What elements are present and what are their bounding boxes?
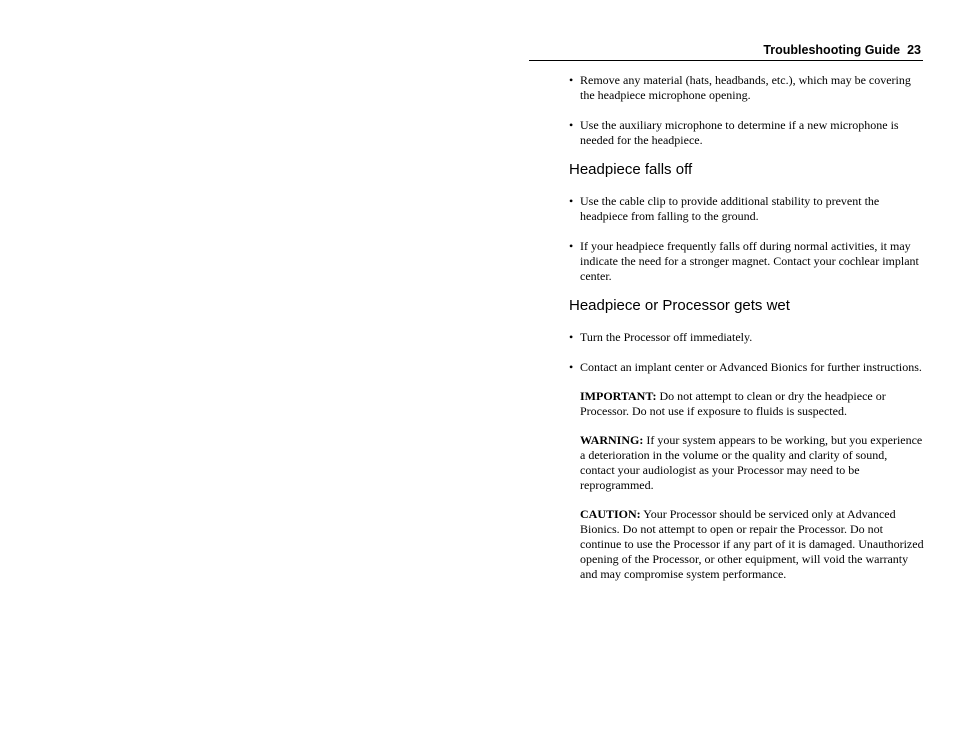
bullet-icon: • xyxy=(569,360,574,374)
important-note xyxy=(569,389,924,419)
list-item-text: Use the cable clip to provide additional stability to prevent the headpiece from falling to the ground. xyxy=(580,194,880,223)
list-item-text: Contact an implant center or Advanced Bionics for further instructions. xyxy=(580,360,922,374)
section-heading: Headpiece falls off xyxy=(569,161,693,178)
list-item xyxy=(569,360,924,375)
caution-note xyxy=(569,507,924,582)
list-item xyxy=(569,239,924,284)
page-number: 23 xyxy=(907,43,921,57)
running-header xyxy=(763,43,921,57)
warning-note xyxy=(569,433,924,493)
bullet-icon: • xyxy=(569,239,574,253)
note-text: Do not attempt to clean or dry the headpiece or Processor. Do not use if exposure to fluids is suspected. xyxy=(580,389,886,418)
note-label: CAUTION: xyxy=(580,507,641,521)
bullet-icon: • xyxy=(569,73,574,87)
list-item xyxy=(569,73,924,103)
page-header xyxy=(529,41,923,61)
list-item-text: Use the auxiliary microphone to determine if a new microphone is needed for the headpiece. xyxy=(580,118,899,147)
note-text: Your Processor should be serviced only at Advanced Bionics. Do not attempt to open or repair the Processor. Do not continue to use the Processor if any part of it is damaged. Unauthorized opening of the Processor, or other equipment, will void the warranty and may compromise system performance. xyxy=(580,507,924,581)
note-label: WARNING: xyxy=(580,433,644,447)
list-item xyxy=(569,330,924,345)
note-text: If your system appears to be working, but you experience a deterioration in the volume or the quality and clarity of sound, contact your audiologist as your Processor may need to be reprogrammed. xyxy=(580,433,923,492)
note-label: IMPORTANT: xyxy=(580,389,657,403)
bullet-icon: • xyxy=(569,194,574,208)
list-item-text: If your headpiece frequently falls off during normal activities, it may indicate the need for a stronger magnet. Contact your cochlear implant center. xyxy=(580,239,919,283)
header-title: Troubleshooting Guide xyxy=(763,43,901,57)
page-body xyxy=(569,73,924,582)
list-item-text: Remove any material (hats, headbands, etc.), which may be covering the headpiece microphone opening. xyxy=(580,73,911,102)
bullet-icon: • xyxy=(569,118,574,132)
list-item xyxy=(569,118,924,148)
list-item-text: Turn the Processor off immediately. xyxy=(580,330,753,344)
section-heading: Headpiece or Processor gets wet xyxy=(569,297,790,314)
bullet-icon: • xyxy=(569,330,574,344)
list-item xyxy=(569,194,924,224)
